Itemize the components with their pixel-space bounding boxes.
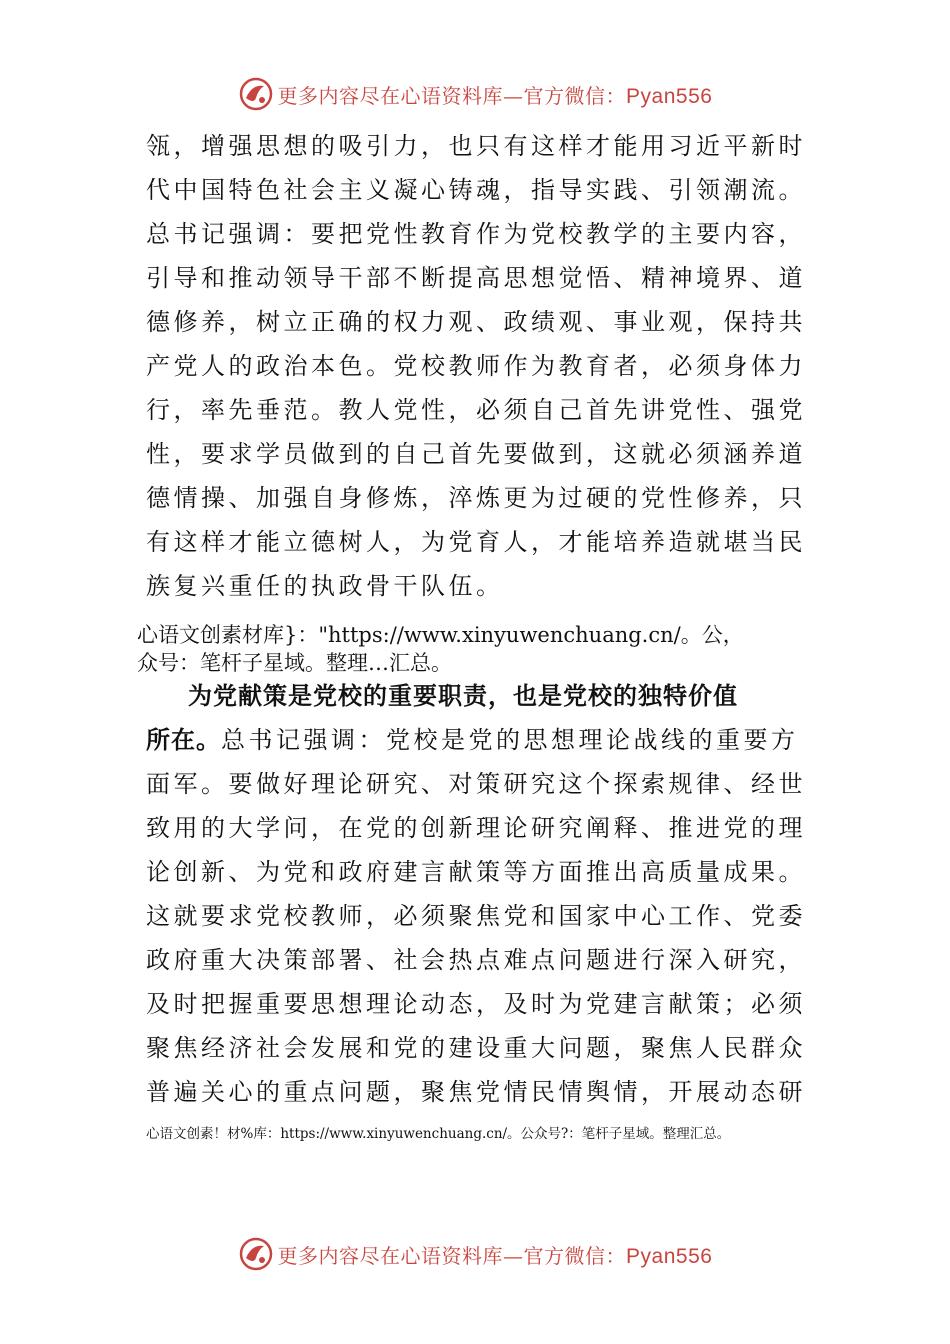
text-line: 论创新、为党和政府建言献策等方面推出高质量成果。 xyxy=(146,858,806,886)
watermark-text: 更多内容尽在心语资料库—官方微信：Pyan556 xyxy=(277,1243,713,1268)
source-note-line-2: 众号：笔杆子星域。整理…汇总。 xyxy=(137,651,452,675)
watermark-text: 更多内容尽在心语资料库—官方微信：Pyan556 xyxy=(277,83,713,108)
text-line: 这就要求党校教师，必须聚焦党和国家中心工作、党委 xyxy=(146,902,806,930)
text-line xyxy=(146,724,799,756)
text-line: 德情操、加强自身修炼，淬炼更为过硬的党性修养，只 xyxy=(146,484,806,512)
header-watermark xyxy=(0,74,950,114)
text-line: 德修养，树立正确的权力观、政绩观、事业观，保持共 xyxy=(146,308,806,336)
bold-heading-line: 为党献策是党校的重要职责，也是党校的独特价值 xyxy=(188,682,738,710)
source-note-line-1: 心语文创素材库}："https://www.xinyuwenchuang.cn/。公， xyxy=(137,623,744,647)
text-line: 普遍关心的重点问题，聚焦党情民情舆情，开展动态研 xyxy=(146,1078,806,1106)
text-line: 引导和推动领导干部不断提高思想觉悟、精神境界、道 xyxy=(146,264,806,292)
text-line: 代中国特色社会主义凝心铸魂，指导实践、引领潮流。 xyxy=(146,176,806,204)
text-line: 总书记强调：要把党性教育作为党校教学的主要内容， xyxy=(146,220,806,248)
text-line: 面军。要做好理论研究、对策研究这个探索规律、经世 xyxy=(146,770,806,798)
xinyu-logo-icon xyxy=(238,1236,274,1272)
footnote: 心语文创素！材%库：https://www.xinyuwenchuang.cn/。公众号?：笔杆子星域。整理汇总。 xyxy=(146,1126,731,1142)
text-line: 性，要求学员做到的自己首先要做到，这就必须涵养道 xyxy=(146,440,806,468)
text-line: 政府重大决策部署、社会热点难点问题进行深入研究， xyxy=(146,946,806,974)
text-line: 族复兴重任的执政骨干队伍。 xyxy=(146,572,504,600)
bold-heading-end: 所在。 xyxy=(146,726,221,754)
text-line: 有这样才能立德树人，为党育人，才能培养造就堪当民 xyxy=(146,528,806,556)
text-line: 行，率先垂范。教人党性，必须自己首先讲党性、强党 xyxy=(146,396,806,424)
text-line: 及时把握重要思想理论动态，及时为党建言献策；必须 xyxy=(146,990,806,1018)
text-line: 聚焦经济社会发展和党的建设重大问题，聚焦人民群众 xyxy=(146,1034,806,1062)
text-line-rest: 总书记强调：党校是党的思想理论战线的重要方 xyxy=(221,726,799,754)
text-line: 产党人的政治本色。党校教师作为教育者，必须身体力 xyxy=(146,352,806,380)
xinyu-logo-icon xyxy=(238,76,274,112)
text-line: 瓴，增强思想的吸引力，也只有这样才能用习近平新时 xyxy=(146,132,806,160)
text-line: 致用的大学问，在党的创新理论研究阐释、推进党的理 xyxy=(146,814,806,842)
footer-watermark xyxy=(0,1234,950,1274)
